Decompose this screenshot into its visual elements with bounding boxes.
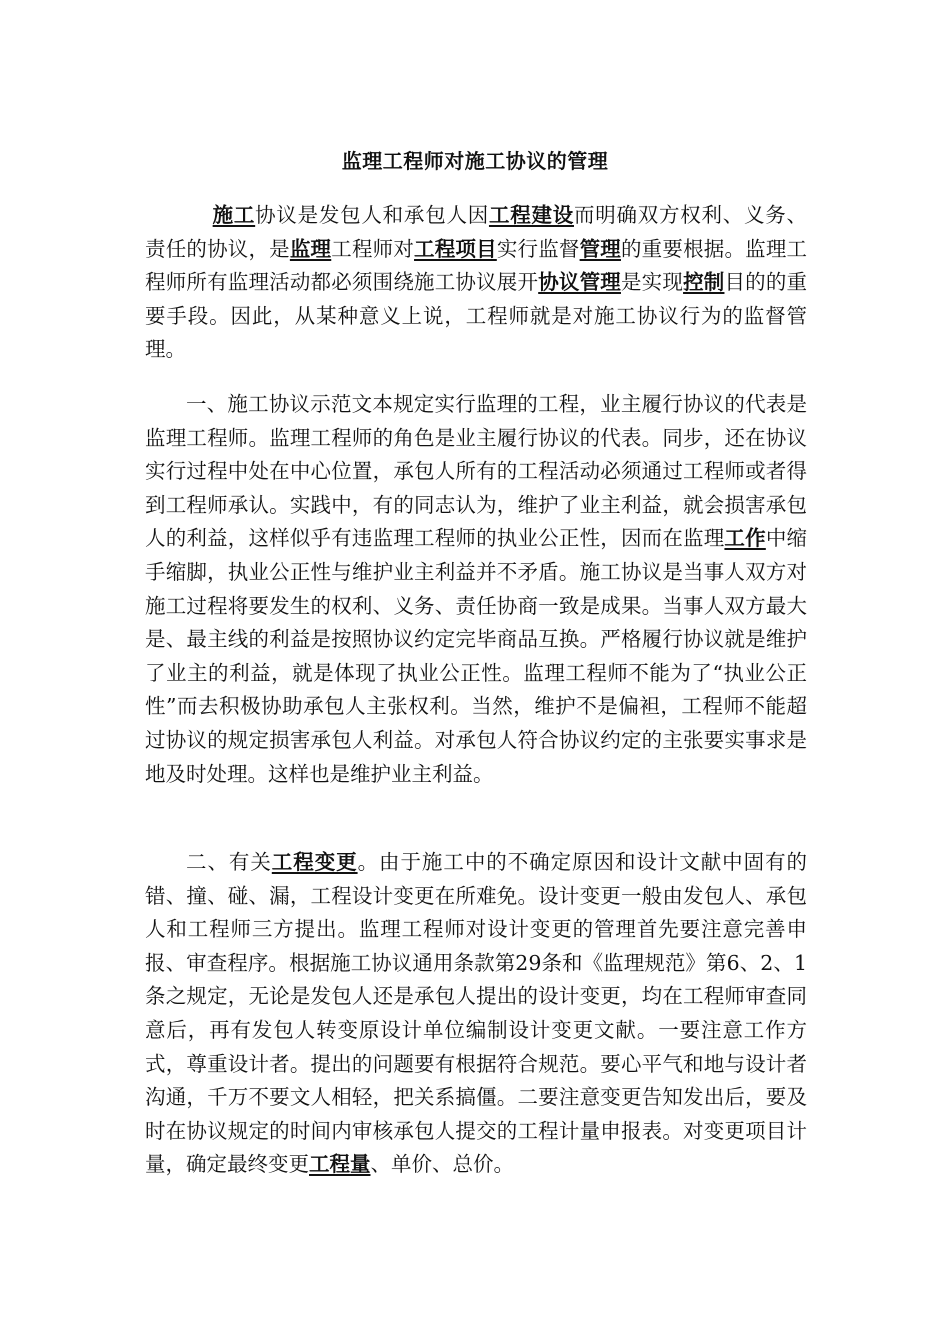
text-run: 。由于施工中的不确定原因和设计文献中固有的错、撞、碰、漏，工程设计变更在所难免。设计变更一般由发包人、承包人和工程师三方提出。监理工程师对设计变更的管理首先要注意完善申报、审查程序。根据施工协议通用条款第29条和《监理规范》第6、2、1条之规定，无论是发包人还是承包人提出的设计变更，均在工程师审查同意后，再有发包人转变原设计单位编制设计变更文献。一要注意工作方式，尊重设计者。提出的问题要有根据符合规范。要心平气和地与设计者沟通，千万不要文人相轻，把关系搞僵。二要注意变更告知发出后，要及时在协议规定的时间内审核承包人提交的工程计量申报表。对变更项目计量，确定最终变更 bbox=[145, 850, 808, 1177]
paragraph-section-1 bbox=[145, 388, 807, 791]
text-run: 一、施工协议示范文本规定实行监理的工程，业主履行协议的代表是监理工程师。监理工程师的角色是业主履行协议的代表。同步，还在协议实行过程中处在中心位置，承包人所有的工程活动必须通过工程师或者得到工程师承认。实践中，有的同志认为，维护了业主利益，就会损害承包人的利益，这样似乎有违监理工程师的执业公正性，因而在监理 bbox=[145, 392, 807, 551]
keyword-link[interactable]: 协议管理 bbox=[538, 270, 621, 295]
text-run: 实行监督 bbox=[496, 236, 580, 261]
keyword-link[interactable]: 管理 bbox=[579, 236, 621, 261]
text-run: 中缩手缩脚，执业公正性与维护业主利益并不矛盾。施工协议是当事人双方对施工过程将要发生的权利、义务、责任协商一致是成果。当事人双方最大是、最主线的利益是按照协议约定完毕商品互换。严格履行协议就是维护了业主的利益，就是体现了执业公正性。监理工程师不能为了“执业公正性”而去积极协助承包人主张权利。当然，维护不是偏袒，工程师不能超过协议的规定损害承包人利益。对承包人符合协议约定的主张要实事求是地及时处理。这样也是维护业主利益。 bbox=[145, 526, 808, 786]
keyword-link[interactable]: 工程变更 bbox=[271, 850, 358, 874]
keyword-link[interactable]: 控制 bbox=[683, 270, 725, 295]
text-run: 二、有关 bbox=[186, 850, 272, 874]
text-run: 协议是发包人和承包人因 bbox=[255, 203, 489, 227]
text-run: 、单价、总价。 bbox=[370, 1152, 514, 1177]
text-run: 目的的重要手段。因此，从某种意义上说，工程师就是对施工协议行为的监督管理。 bbox=[145, 270, 808, 362]
paragraph-intro bbox=[145, 199, 807, 367]
text-run: 而明确双方权利、义务、责任的协议，是 bbox=[145, 203, 808, 261]
text-run: 工程师对 bbox=[331, 236, 415, 261]
text-run: 的重要根据。监理工程师所有监理活动都必须围绕施工协议展开 bbox=[145, 236, 808, 295]
text-run: 是实现 bbox=[620, 270, 684, 295]
keyword-link[interactable]: 工作 bbox=[724, 526, 766, 551]
keyword-link[interactable]: 工程量 bbox=[309, 1152, 371, 1177]
document-title: 监理工程师对施工协议的管理 bbox=[341, 149, 609, 173]
paragraph-section-2 bbox=[145, 846, 807, 1182]
keyword-link[interactable]: 监理 bbox=[289, 236, 332, 261]
keyword-link[interactable]: 工程建设 bbox=[488, 203, 574, 227]
keyword-link[interactable]: 工程项目 bbox=[414, 236, 497, 261]
keyword-link[interactable]: 施工 bbox=[212, 203, 256, 227]
